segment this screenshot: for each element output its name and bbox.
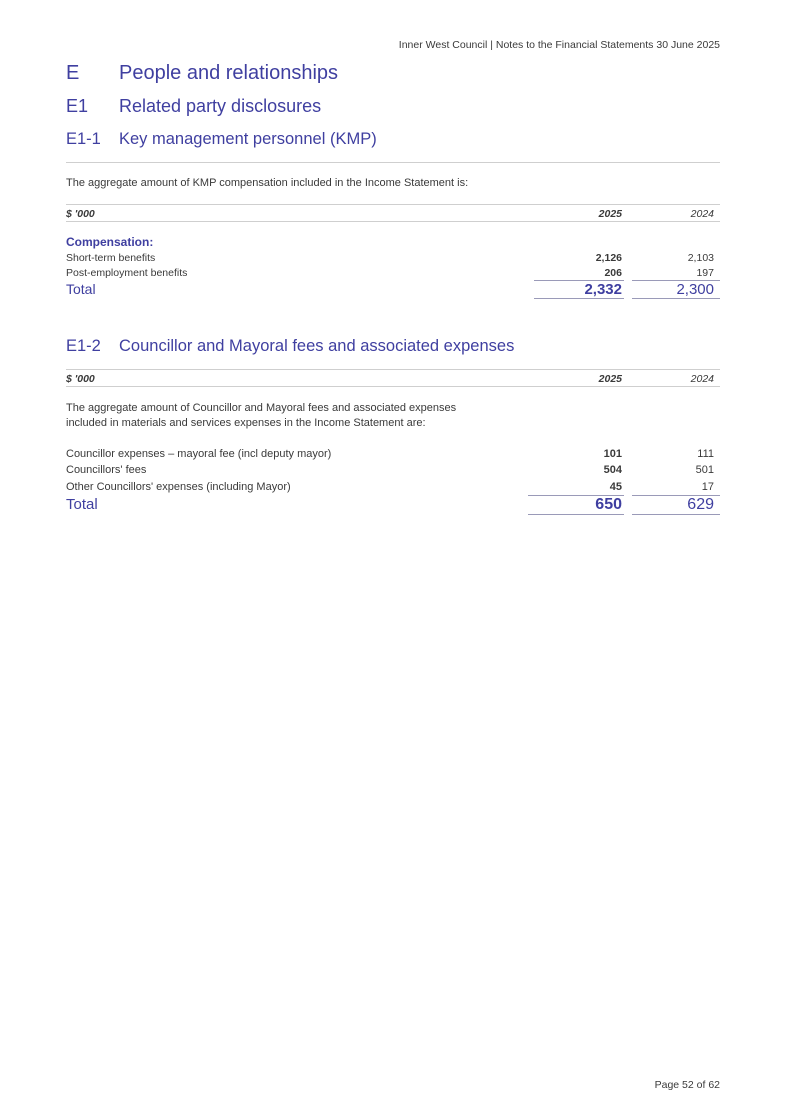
row-label: Councillor expenses – mayoral fee (incl deputy mayor) (66, 448, 332, 460)
heading-e1-2-number: E1-2 (66, 337, 101, 355)
total-label: Total (66, 496, 98, 513)
heading-e1-title: Related party disclosures (119, 96, 322, 116)
row-prior-value: 197 (696, 267, 714, 279)
councillor-current-year-header: 2025 (598, 373, 622, 385)
kmp-section-label: Compensation: (66, 235, 154, 249)
row-label: Councillors' fees (66, 464, 147, 476)
section-divider (66, 162, 720, 163)
total-prior-value: 629 (687, 496, 714, 513)
heading-e1 (66, 96, 321, 117)
page-header: Inner West Council | Notes to the Financial Statements 30 June 2025 (398, 39, 720, 51)
row-prior-value: 17 (701, 481, 714, 493)
kmp-current-total-rule (534, 298, 624, 299)
row-prior-value: 111 (697, 448, 714, 460)
total-current-value: 2,332 (584, 281, 622, 298)
row-current-value: 2,126 (595, 252, 622, 264)
councillor-current-total-rule (528, 514, 624, 515)
councillor-note-line-2: included in materials and services expenses in the Income Statement are: (66, 417, 426, 429)
row-label: Post-employment benefits (66, 267, 188, 279)
councillor-prior-total-rule (632, 514, 720, 515)
heading-e-number: E (66, 62, 80, 84)
row-current-value: 45 (609, 481, 622, 493)
kmp-table-top-rule (66, 204, 720, 205)
row-current-value: 504 (603, 464, 622, 476)
kmp-prior-year-header: 2024 (690, 208, 714, 220)
heading-e1-1-number: E1-1 (66, 130, 101, 148)
heading-e (66, 62, 338, 85)
row-prior-value: 2,103 (687, 252, 714, 264)
row-prior-value: 501 (695, 464, 714, 476)
total-current-value: 650 (595, 496, 622, 513)
heading-e1-2-title: Councillor and Mayoral fees and associated expenses (119, 337, 515, 355)
councillor-header-rule (66, 386, 720, 387)
kmp-prior-total-rule (632, 298, 720, 299)
heading-e1-number: E1 (66, 96, 89, 116)
total-prior-value: 2,300 (676, 281, 714, 298)
row-current-value: 101 (603, 448, 622, 460)
page-number: Page 52 of 62 (654, 1079, 720, 1091)
kmp-intro-text: The aggregate amount of KMP compensation included in the Income Statement is: (66, 177, 469, 189)
heading-e1-1 (66, 130, 377, 149)
kmp-current-year-header: 2025 (598, 208, 622, 220)
councillor-prior-year-header: 2024 (690, 373, 714, 385)
row-label: Short-term benefits (66, 252, 156, 264)
row-current-value: 206 (604, 267, 622, 279)
total-label: Total (66, 281, 96, 297)
councillor-note-line-1: The aggregate amount of Councillor and Mayoral fees and associated expenses (66, 402, 457, 414)
councillor-table-top-rule (66, 369, 720, 370)
heading-e-title: People and relationships (119, 62, 339, 84)
heading-e1-1-title: Key management personnel (KMP) (119, 130, 377, 148)
heading-e1-2 (66, 337, 514, 356)
councillor-table (66, 373, 720, 523)
kmp-header-rule (66, 221, 720, 222)
row-label: Other Councillors' expenses (including Mayor) (66, 481, 291, 493)
kmp-unit-header: $ '000 (66, 208, 95, 220)
kmp-table (66, 208, 720, 303)
councillor-unit-header: $ '000 (66, 373, 95, 385)
councillor-note (66, 401, 456, 431)
